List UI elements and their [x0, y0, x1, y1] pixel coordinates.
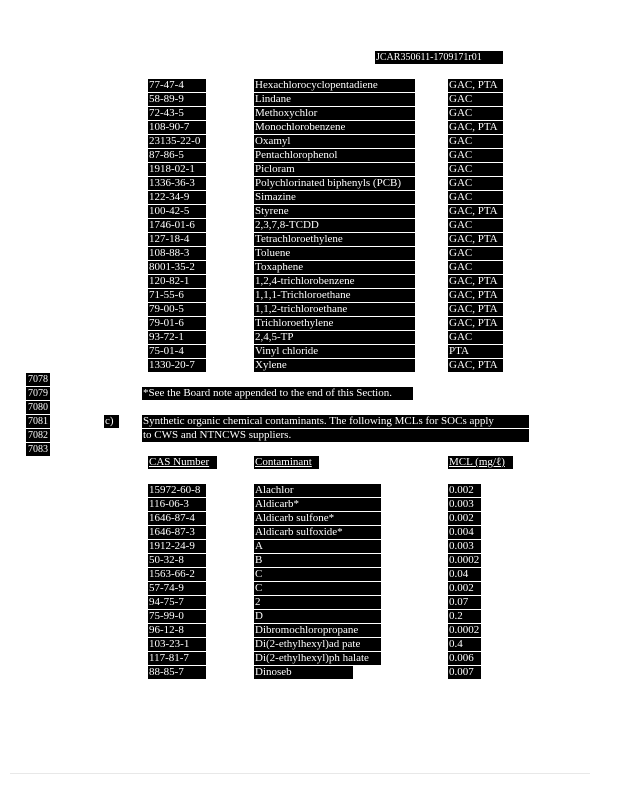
mcl-cell: 0.007	[448, 666, 481, 679]
cas-number-cell: 23135-22-0	[148, 135, 206, 148]
mcl-cell: 0.002	[448, 512, 481, 525]
cas-number-cell: 77-47-4	[148, 79, 206, 92]
contaminant-cell: 2	[254, 596, 381, 609]
contaminant-cell: Hexachlorocyclopentadiene	[254, 79, 415, 92]
contaminant-cell: Dibromochloropropane	[254, 624, 381, 637]
header-cas-number: CAS Number	[148, 456, 217, 469]
cas-number-cell: 100-42-5	[148, 205, 206, 218]
line-number: 7079	[28, 388, 48, 399]
mcl-cell: 0.4	[448, 638, 481, 651]
document-id: JCAR350611-1709171r01	[375, 51, 503, 64]
contaminant-cell: Polychlorinated biphenyls (PCB)	[254, 177, 415, 190]
contaminant-cell: 1,1,2-trichloroethane	[254, 303, 415, 316]
cas-number-cell: 50-32-8	[148, 554, 206, 567]
line-number: 7083	[28, 444, 48, 455]
treatment-cell: GAC	[448, 219, 503, 232]
contaminant-cell: Toluene	[254, 247, 415, 260]
cas-number-cell: 75-01-4	[148, 345, 206, 358]
treatment-cell: GAC	[448, 163, 503, 176]
cas-number-cell: 1912-24-9	[148, 540, 206, 553]
cas-number-cell: 15972-60-8	[148, 484, 206, 497]
cas-number-cell: 1646-87-4	[148, 512, 206, 525]
mcl-cell: 0.004	[448, 526, 481, 539]
contaminant-cell: D	[254, 610, 381, 623]
treatment-cell: GAC	[448, 191, 503, 204]
treatment-cell: GAC	[448, 247, 503, 260]
treatment-cell: GAC	[448, 149, 503, 162]
treatment-cell: GAC	[448, 177, 503, 190]
cas-number-cell: 93-72-1	[148, 331, 206, 344]
cas-number-cell: 96-12-8	[148, 624, 206, 637]
contaminant-cell: Dinoseb	[254, 666, 353, 679]
cas-number-cell: 79-00-5	[148, 303, 206, 316]
contaminant-cell: C	[254, 568, 381, 581]
cas-number-cell: 1646-87-3	[148, 526, 206, 539]
contaminant-cell: Di(2-ethylhexyl)ph halate	[254, 652, 381, 665]
contaminant-cell: Oxamyl	[254, 135, 415, 148]
cas-number-cell: 108-90-7	[148, 121, 206, 134]
treatment-cell: GAC, PTA	[448, 233, 503, 246]
treatment-cell: GAC, PTA	[448, 275, 503, 288]
treatment-cell: GAC	[448, 331, 503, 344]
mcl-cell: 0.002	[448, 582, 481, 595]
treatment-cell: GAC	[448, 93, 503, 106]
mcl-cell: 0.0002	[449, 554, 480, 566]
mcl-cell: 0.04	[448, 568, 481, 581]
line-number: 7081	[28, 416, 48, 427]
cas-number-cell: 117-81-7	[148, 652, 206, 665]
cas-number-cell: 58-89-9	[148, 93, 206, 106]
mcl-cell: 0.006	[448, 652, 481, 665]
section-text-line2: to CWS and NTNCWS suppliers.	[142, 429, 529, 442]
contaminant-cell: 2,4,5-TP	[254, 331, 415, 344]
contaminant-cell: 1,2,4-trichlorobenzene	[254, 275, 415, 288]
mcl-cell: 0.0002	[449, 624, 480, 636]
cas-number-cell: 88-85-7	[148, 666, 206, 679]
cas-number-cell: 1336-36-3	[148, 177, 206, 190]
cas-number-cell: 1563-66-2	[148, 568, 206, 581]
cas-number-cell: 108-88-3	[148, 247, 206, 260]
contaminant-cell: Picloram	[254, 163, 415, 176]
cas-number-cell: 79-01-6	[148, 317, 206, 330]
treatment-cell: GAC	[448, 261, 503, 274]
contaminant-cell: Xylene	[254, 359, 415, 372]
contaminant-cell: Di(2-ethylhexyl)ad pate	[254, 638, 381, 651]
treatment-cell: GAC, PTA	[448, 359, 503, 372]
contaminant-cell: Toxaphene	[254, 261, 415, 274]
treatment-cell: GAC, PTA	[448, 289, 503, 302]
contaminant-cell: Aldicarb*	[254, 498, 381, 511]
mcl-cell: 0.003	[448, 498, 481, 511]
contaminant-cell: Alachlor	[254, 484, 381, 497]
contaminant-cell: Aldicarb sulfoxide*	[254, 526, 381, 539]
contaminant-cell: Lindane	[254, 93, 415, 106]
cas-number-cell: 116-06-3	[148, 498, 206, 511]
treatment-cell: GAC	[448, 135, 503, 148]
line-number: 7078	[28, 374, 48, 385]
cas-number-cell: 8001-35-2	[148, 261, 206, 274]
treatment-cell: GAC, PTA	[448, 79, 503, 92]
contaminant-cell: C	[254, 582, 381, 595]
contaminant-cell: Styrene	[254, 205, 415, 218]
cas-number-cell: 1918-02-1	[148, 163, 206, 176]
mcl-cell: 0.2	[448, 610, 481, 623]
contaminant-cell: Tetrachloroethylene	[254, 233, 415, 246]
section-text-line1: Synthetic organic chemical contaminants. The following MCLs for SOCs apply	[142, 415, 529, 428]
line-number: 7080	[28, 402, 48, 413]
contaminant-cell: 1,1,1-Trichloroethane	[254, 289, 415, 302]
header-mcl: MCL (mg/ℓ)	[448, 456, 513, 469]
cas-number-cell: 94-75-7	[148, 596, 206, 609]
cas-number-cell: 87-86-5	[148, 149, 206, 162]
contaminant-cell: 2,3,7,8-TCDD	[254, 219, 415, 232]
line-number: 7082	[28, 430, 48, 441]
cas-number-cell: 72-43-5	[148, 107, 206, 120]
contaminant-cell: Vinyl chloride	[254, 345, 415, 358]
treatment-cell: GAC, PTA	[448, 121, 503, 134]
treatment-cell: GAC	[448, 107, 503, 120]
cas-number-cell: 120-82-1	[148, 275, 206, 288]
footer-divider	[10, 773, 590, 774]
cas-number-cell: 1746-01-6	[148, 219, 206, 232]
cas-number-cell: 1330-20-7	[148, 359, 206, 372]
section-label: c)	[104, 415, 119, 428]
treatment-cell: GAC, PTA	[448, 303, 503, 316]
contaminant-cell: Methoxychlor	[254, 107, 415, 120]
mcl-cell: 0.07	[448, 596, 481, 609]
treatment-cell: GAC, PTA	[448, 205, 503, 218]
cas-number-cell: 75-99-0	[148, 610, 206, 623]
contaminant-cell: Pentachlorophenol	[254, 149, 415, 162]
cas-number-cell: 71-55-6	[148, 289, 206, 302]
treatment-cell: PTA	[448, 345, 503, 358]
mcl-cell: 0.002	[448, 484, 481, 497]
contaminant-cell: Monochlorobenzene	[254, 121, 415, 134]
cas-number-cell: 122-34-9	[148, 191, 206, 204]
cas-number-cell: 127-18-4	[148, 233, 206, 246]
header-contaminant: Contaminant	[254, 456, 319, 469]
contaminant-cell: B	[254, 554, 381, 567]
contaminant-cell: Aldicarb sulfone*	[254, 512, 381, 525]
treatment-cell: GAC, PTA	[448, 317, 503, 330]
board-note: *See the Board note appended to the end of this Section.	[142, 387, 413, 400]
contaminant-cell: A	[254, 540, 381, 553]
mcl-cell: 0.003	[448, 540, 481, 553]
contaminant-cell: Trichloroethylene	[254, 317, 415, 330]
cas-number-cell: 103-23-1	[148, 638, 206, 651]
cas-number-cell: 57-74-9	[148, 582, 206, 595]
contaminant-cell: Simazine	[254, 191, 415, 204]
